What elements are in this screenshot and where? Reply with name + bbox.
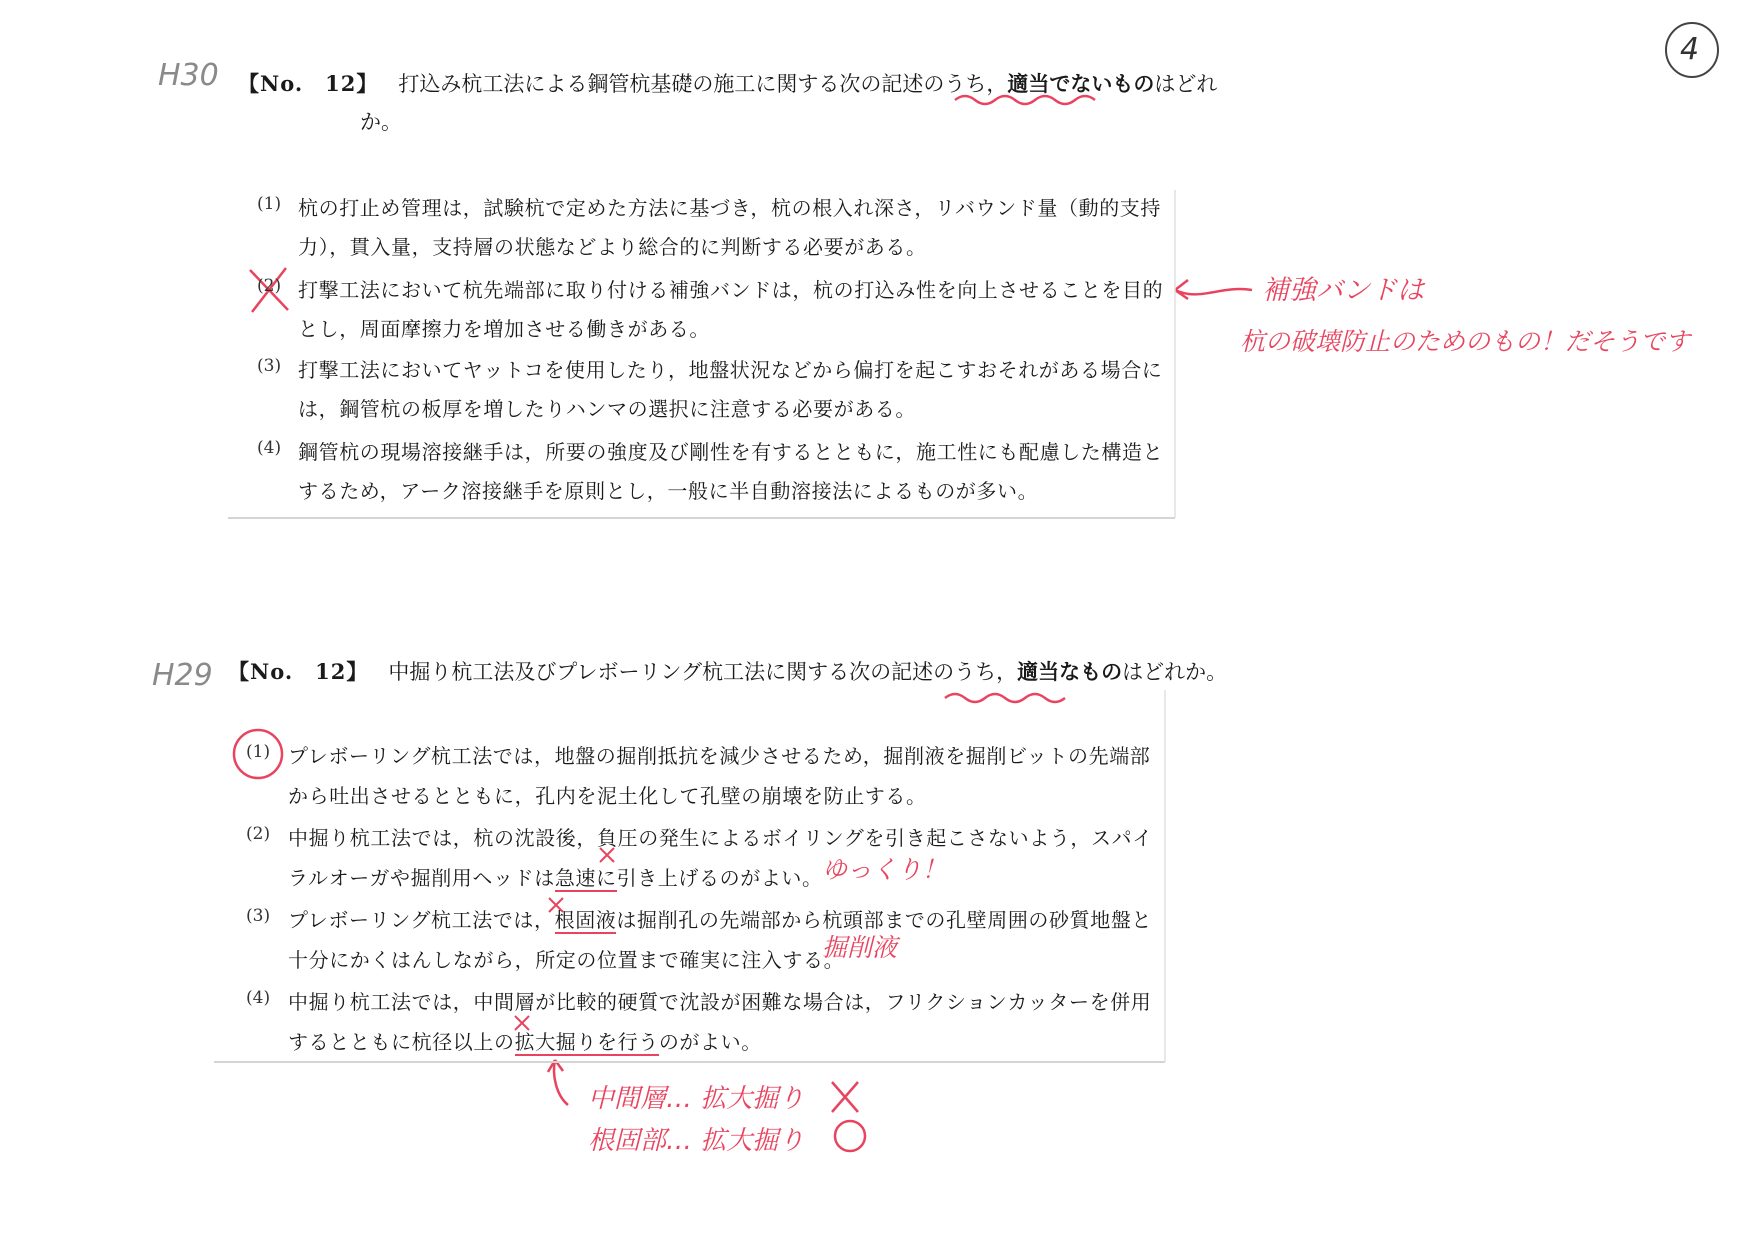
option-text-line: は，鋼管杭の板厚を増したりハンマの選択に注意する必要がある。 [298, 397, 916, 421]
option-text-line: 中掘り杭工法では，中間層が比較的硬質で沈設が困難な場合は，フリクションカッターを併用 [288, 990, 1152, 1014]
option-number: (4) [246, 988, 271, 1008]
question-stem-q1-pre: 打込み杭工法による鋼管杭基礎の施工に関する次の記述のうち， [398, 72, 1008, 96]
question-stem-q2-emph: 適当なもの [1017, 659, 1123, 684]
option-text-line: 十分にかくはんしながら，所定の位置まで確実に注入する。 [288, 948, 845, 972]
handwritten-note-q1-line1: 補強バンドは [1262, 275, 1424, 306]
option-text-line: するため，アーク溶接継手を原則とし，一般に半自動溶接法によるものが多い。 [298, 479, 1039, 503]
option-text-segment: 引き上げるのがよい。 [616, 866, 823, 890]
option-text-segment: のがよい。 [658, 1030, 762, 1054]
question-stem-q2-pre: 中掘り杭工法及びプレボーリング杭工法に関する次の記述のうち， [388, 660, 1018, 684]
question-number-q2: 【No. 12】 [228, 659, 369, 684]
cross-mark-note-mid [832, 1082, 858, 1112]
handwritten-note-slow: ゆっくり！ [822, 855, 947, 884]
option-text-line: とし，周面摩擦力を増加させる働きがある。 [298, 317, 710, 341]
option-text-line: 打撃工法においてヤットコを使用したり，地盤状況などから偏打を起こすおそれがある場合に [298, 358, 1163, 382]
option-text-line: 中掘り杭工法では，杭の沈設後，負圧の発生によるボイリングを引き起こさないよう，スパイ [288, 826, 1153, 850]
year-label-q2: H29 [152, 658, 213, 693]
underlined-phrase-liquid: 根固液 [554, 908, 617, 932]
question-number-q1: 【No. 12】 [238, 71, 379, 96]
option-text-line: から吐出させるとともに，孔内を泥土化して孔壁の崩壊を防止する。 [288, 784, 927, 808]
option-number: (1) [246, 742, 271, 762]
handwritten-note-mid-layer: 中間層… 拡大掘り [588, 1084, 805, 1114]
option-text-line: プレボーリング杭工法では，地盤の掘削抵抗を減少させるため，掘削液を掘削ビットの先端部 [288, 744, 1151, 768]
option-text-line [288, 904, 1152, 933]
question-stem-q1-line2: か。 [360, 110, 402, 134]
option-text-segment: するとともに杭径以上の [288, 1030, 515, 1054]
option-text-line [288, 1026, 762, 1055]
handwritten-note-base: 根固部… 拡大掘り [588, 1126, 805, 1156]
option-number: (3) [246, 906, 271, 926]
option-text-line: 鋼管杭の現場溶接継手は，所要の強度及び剛性を有するとともに，施工性にも配慮した構造と [298, 440, 1164, 464]
question-header-q1 [238, 68, 1217, 98]
arrow-q1-note [1175, 280, 1252, 299]
option-number: (3) [257, 356, 282, 376]
page-number: 4 [1680, 32, 1700, 67]
option-number: (2) [246, 824, 271, 844]
option-text-line: 力），貫入量，支持層の状態などより総合的に判断する必要がある。 [298, 235, 927, 259]
question-stem-q1-post: はどれ [1154, 72, 1218, 96]
option-text-line: 杭の打止め管理は，試験杭で定めた方法に基づき，杭の根入れ深さ，リバウンド量（動的支持 [298, 196, 1161, 220]
option-text-segment: ラルオーガや掘削用ヘッドは [288, 866, 555, 890]
option-text-line: 打撃工法において杭先端部に取り付ける補強バンドは，杭の打込み性を向上させることを目的 [298, 278, 1164, 302]
handwritten-note-liquid: 掘削液 [822, 933, 898, 962]
question-stem-q1-emph: 適当でないもの [1007, 71, 1155, 96]
underlined-phrase-enlarge: 拡大掘りを行う [514, 1030, 659, 1054]
arrow-q2-note [548, 1060, 568, 1105]
year-label-q1: H30 [158, 58, 219, 93]
option-number: (1) [257, 194, 282, 214]
handwritten-note-q1-line2: 杭の破壊防止のためのもの！だそうです [1240, 327, 1691, 356]
wavy-underline-q2 [945, 694, 1065, 702]
option-number: (4) [257, 438, 282, 458]
option-number: (2) [257, 276, 282, 296]
option-text-segment: プレボーリング杭工法では， [288, 908, 555, 932]
option-text-segment: は掘削孔の先端部から杭頭部までの孔壁周囲の砂質地盤と [616, 908, 1153, 932]
underlined-phrase-rapid: 急速に [554, 866, 617, 890]
circle-mark-note-base [835, 1121, 865, 1151]
question-header-q2 [228, 656, 1227, 686]
question-stem-q2-post: はどれか。 [1122, 660, 1228, 684]
option-text-line [288, 862, 823, 891]
